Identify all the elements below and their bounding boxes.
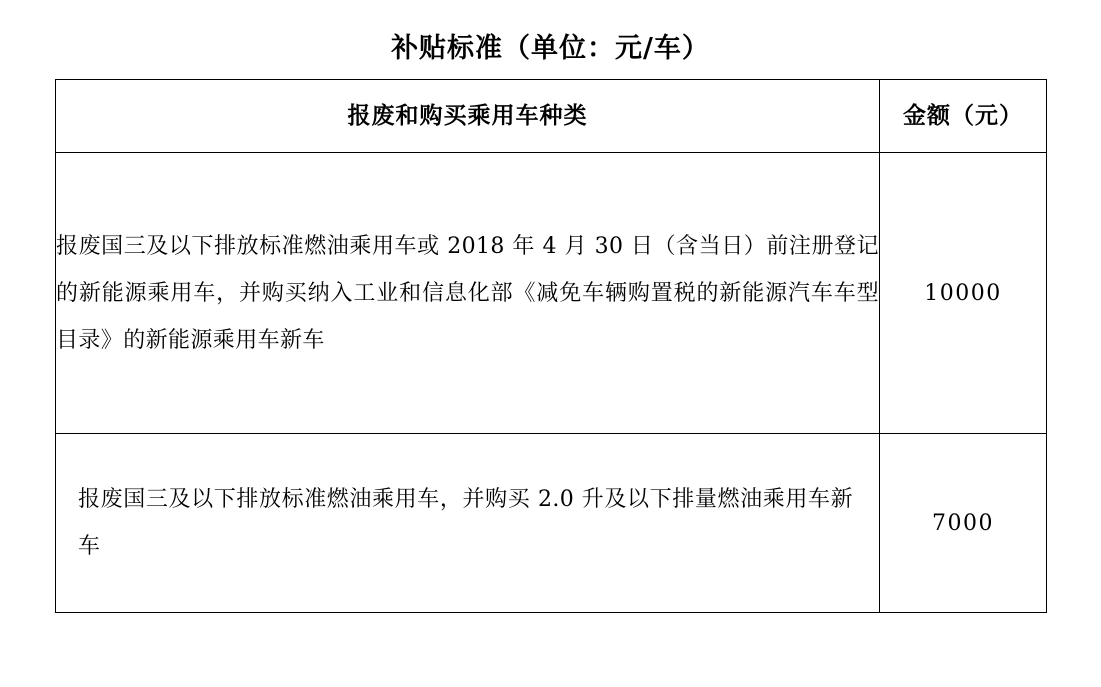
page-title: 补贴标准（单位：元/车） [391, 33, 710, 64]
cell-description: 报废国三及以下排放标准燃油乘用车，并购买 2.0 升及以下排量燃油乘用车新车 [56, 434, 880, 613]
cell-amount: 10000 [880, 153, 1047, 434]
subsidy-standard-table [55, 79, 1047, 613]
table-header-row [56, 80, 1047, 153]
column-header-amount: 金额（元） [880, 80, 1047, 153]
table-row [56, 153, 1047, 434]
cell-description: 报废国三及以下排放标准燃油乘用车或 2018 年 4 月 30 日（含当日）前注册登记的新能源乘用车，并购买纳入工业和信息化部《减免车辆购置税的新能源汽车车型目录》的新能源乘用车新车 [56, 153, 880, 434]
table-row [56, 434, 1047, 613]
table-container [55, 79, 1046, 613]
column-header-description: 报废和购买乘用车种类 [56, 80, 880, 153]
cell-amount: 7000 [880, 434, 1047, 613]
